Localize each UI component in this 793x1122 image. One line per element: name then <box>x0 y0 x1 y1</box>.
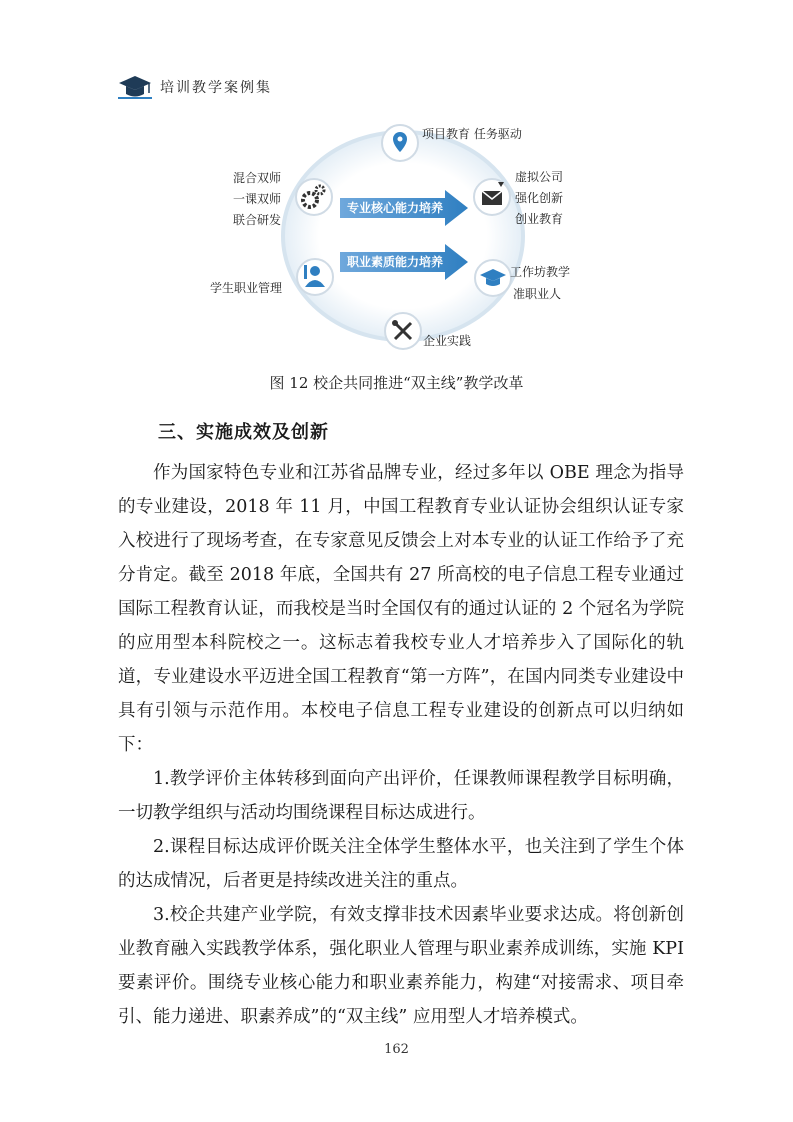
section-title: 三、实施成效及创新 <box>158 422 329 443</box>
body-text <box>118 456 684 1034</box>
paragraph: 2.课程目标达成评价既关注全体学生整体水平，也关注到了学生个体的达成情况，后者更是持续改进关注的重点。 <box>118 837 684 891</box>
label-right-top-2: 强化创新 <box>515 191 564 205</box>
cycle-ring <box>283 132 523 340</box>
graduation-cap-icon <box>475 260 511 296</box>
figure-caption: 图 12 校企共同推进“双主线”教学改革 <box>269 374 524 392</box>
quality-ability-arrow-label: 职业素质能力培养 <box>347 255 444 269</box>
location-pin-icon <box>382 125 418 161</box>
paragraph: 3.校企共建产业学院，有效支撑非技术因素毕业要求达成。将创新创业教育融入实践教学体系，强化职业人管理与职业素养成训练，实施 KPI 要素评价。围绕专业核心能力和职业素养能力，构建“对接需求、项目牵引、能力递进、职素养成”的“双主线” 应用型人才培养模式。 <box>118 905 684 1027</box>
page-number: 162 <box>384 1042 409 1057</box>
label-right-bottom-1: 工作坊教学 <box>510 265 571 279</box>
envelope-icon <box>474 179 510 215</box>
label-right-bottom-2: 准职业人 <box>513 287 562 301</box>
paragraph: 1.教学评价主体转移到面向产出评价，任课教师课程教学目标明确，一切教学组织与活动均围绕课程目标达成进行。 <box>118 769 684 823</box>
label-left-top-2: 一课双师 <box>233 192 282 206</box>
graduation-cap-logo-icon <box>118 73 152 101</box>
running-header <box>118 72 272 102</box>
gears-icon <box>296 179 332 215</box>
tools-icon <box>385 313 421 349</box>
label-left-top-3: 联合研发 <box>233 213 282 227</box>
paragraph: 作为国家特色专业和江苏省品牌专业，经过多年以 OBE 理念为指导的专业建设，2018 年 11 月，中国工程教育专业认证协会组织认证专家入校进行了现场考查，在专家意见反馈会上对本专业的认证工作给予了充分肯定。截至 2018 年底，全国共有 27 所高校的电子信息工程专业通过国际工程教育认证，而我校是当时全国仅有的通过认证的 2 个冠名为学院的应用型本科院校之一。这标志着我校专业人才培养步入了国际化的轨道，专业建设水平迈进全国工程教育“第一方阵”，在国内同类专业建设中具有引领与示范作用。本校电子信息工程专业建设的创新点可以归纳如下： <box>118 463 684 755</box>
label-left-bottom: 学生职业管理 <box>210 281 283 295</box>
person-icon <box>297 259 333 295</box>
header-title: 培训教学案例集 <box>160 80 272 96</box>
dual-mainline-diagram <box>200 118 600 363</box>
label-right-top-3: 创业教育 <box>515 212 564 226</box>
label-right-top-1: 虚拟公司 <box>515 170 564 184</box>
core-ability-arrow-label: 专业核心能力培养 <box>347 201 444 215</box>
label-bottom: 企业实践 <box>423 334 472 348</box>
label-top: 项目教育 任务驱动 <box>422 127 522 141</box>
label-left-top-1: 混合双师 <box>233 171 282 185</box>
